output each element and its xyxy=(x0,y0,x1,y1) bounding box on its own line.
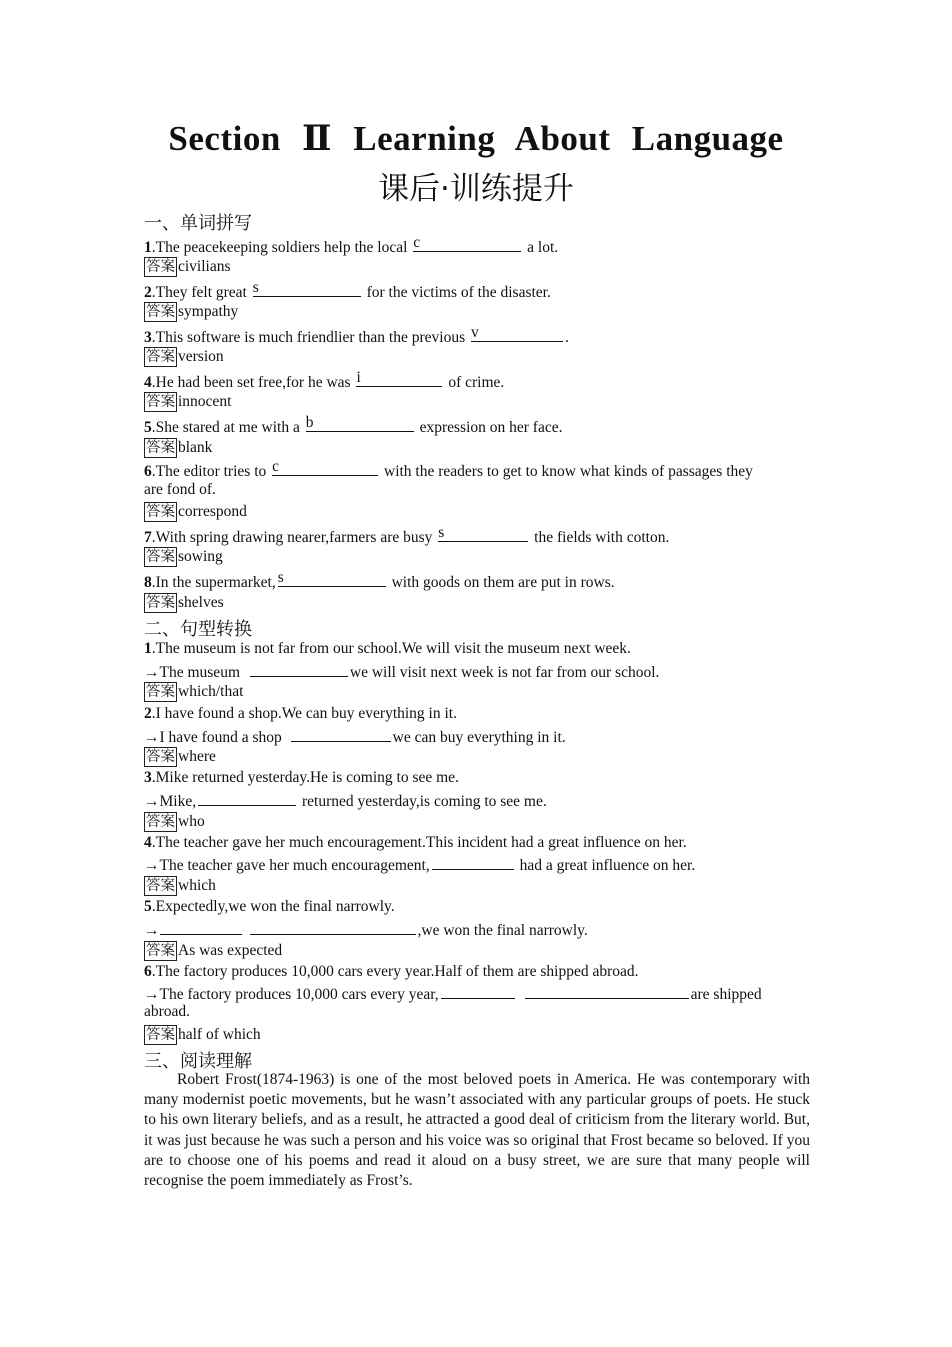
question-text: .The teacher gave her much encouragement.This incident had a great influence on her. xyxy=(151,834,687,851)
rewrite-line xyxy=(144,790,547,811)
answer-text: shelves xyxy=(178,594,224,611)
question-number: 5 xyxy=(144,898,152,915)
rewrite-line xyxy=(144,919,588,940)
blank-hint: c xyxy=(272,458,280,475)
answer-badge: 答案 xyxy=(146,684,175,700)
question-line xyxy=(144,705,457,723)
answer-badge: 答案 xyxy=(146,504,175,520)
blank-hint: i xyxy=(356,369,361,386)
answer-blank[interactable] xyxy=(291,726,391,742)
question-number: 4 xyxy=(144,374,152,391)
question-line xyxy=(144,963,639,981)
rewrite-text: we can buy everything in it. xyxy=(392,729,566,746)
question-text: .The museum is not far from our school.We will visit the museum next week. xyxy=(151,640,631,657)
reading-passage xyxy=(144,1070,810,1191)
answer-text: blank xyxy=(178,439,213,456)
rewrite-text: →I have found a shop xyxy=(144,729,286,746)
question-number: 7 xyxy=(144,529,152,546)
answer-blank[interactable] xyxy=(278,571,386,587)
answer-row xyxy=(144,747,216,767)
question-line xyxy=(144,834,687,852)
question-number: 4 xyxy=(144,834,152,851)
blank-hint: c xyxy=(413,234,421,251)
question-text: . xyxy=(565,329,569,346)
rewrite-line xyxy=(144,983,762,1004)
answer-badge: 答案 xyxy=(146,1027,175,1043)
question-text: .She stared at me with a xyxy=(151,419,304,436)
question-line xyxy=(144,281,551,302)
question-text: .In the supermarket, xyxy=(151,574,276,591)
answer-text: As was expected xyxy=(178,942,283,959)
answer-blank[interactable] xyxy=(250,919,416,935)
rewrite-text: we will visit next week is not far from our school. xyxy=(349,664,660,681)
answer-blank[interactable] xyxy=(471,326,563,342)
answer-row xyxy=(144,502,247,522)
answer-text: sowing xyxy=(178,548,223,565)
answer-badge: 答案 xyxy=(146,259,175,275)
answer-badge: 答案 xyxy=(146,440,175,456)
answer-row xyxy=(144,682,243,702)
answer-row xyxy=(144,347,224,367)
question-text: .With spring drawing nearer,farmers are busy xyxy=(151,529,437,546)
answer-row xyxy=(144,812,205,832)
answer-blank[interactable] xyxy=(198,790,296,806)
page-title: Section Ⅱ Learning About Language xyxy=(168,119,784,158)
question-number: 6 xyxy=(144,463,152,480)
rewrite-line xyxy=(144,726,566,747)
answer-row xyxy=(144,593,224,613)
answer-blank[interactable] xyxy=(250,661,348,677)
answer-blank[interactable] xyxy=(306,416,414,432)
question-number: 6 xyxy=(144,963,152,980)
answer-row xyxy=(144,438,212,458)
blank-hint: b xyxy=(305,414,314,431)
answer-blank[interactable] xyxy=(160,919,242,935)
blank-hint: s xyxy=(252,279,259,296)
rewrite-text: are shipped xyxy=(690,986,762,1003)
answer-badge: 答案 xyxy=(146,814,175,830)
rewrite-line-continued: abroad. xyxy=(144,1003,191,1020)
answer-badge: 答案 xyxy=(146,549,175,565)
answer-badge: 答案 xyxy=(146,878,175,894)
rewrite-text: ,we won the final narrowly. xyxy=(417,922,588,939)
answer-row xyxy=(144,547,223,567)
rewrite-text: →The museum xyxy=(144,664,244,681)
question-text: .This software is much friendlier than the previous xyxy=(151,329,469,346)
question-text: for the victims of the disaster. xyxy=(362,284,551,301)
answer-text: civilians xyxy=(178,258,231,275)
answer-badge: 答案 xyxy=(146,749,175,765)
question-text: .I have found a shop.We can buy everything in it. xyxy=(151,705,457,722)
question-text: .The peacekeeping soldiers help the local xyxy=(151,239,412,256)
answer-text: who xyxy=(178,813,205,830)
answer-blank[interactable] xyxy=(413,236,521,252)
answer-text: innocent xyxy=(178,393,232,410)
answer-text: correspond xyxy=(178,503,247,520)
section-heading-transformation: 二、句型转换 xyxy=(144,619,252,640)
question-line xyxy=(144,326,569,347)
question-line xyxy=(144,640,631,658)
question-number: 3 xyxy=(144,769,152,786)
rewrite-text: →Mike, xyxy=(144,793,197,810)
answer-blank[interactable] xyxy=(441,983,515,999)
answer-badge: 答案 xyxy=(146,394,175,410)
answer-text: where xyxy=(178,748,216,765)
question-line xyxy=(144,371,504,392)
rewrite-text: returned yesterday,is coming to see me. xyxy=(298,793,547,810)
rewrite-text: →The factory produces 10,000 cars every year, xyxy=(144,986,439,1003)
question-text: .Mike returned yesterday.He is coming to see me. xyxy=(151,769,459,786)
question-text: with goods on them are put in rows. xyxy=(387,574,615,591)
question-line xyxy=(144,898,395,916)
question-line xyxy=(144,769,459,787)
question-line xyxy=(144,571,615,592)
question-number: 2 xyxy=(144,705,152,722)
question-number: 2 xyxy=(144,284,152,301)
answer-text: which xyxy=(178,877,216,894)
answer-row xyxy=(144,1025,261,1045)
rewrite-text: →The teacher gave her much encouragement, xyxy=(144,857,430,874)
rewrite-line xyxy=(144,854,695,875)
answer-blank[interactable] xyxy=(432,854,514,870)
answer-badge: 答案 xyxy=(146,304,175,320)
passage-paragraph: Robert Frost(1874-1963) is one of the most beloved poets in America. He was contemporary with many modernist poetic movements, but he wasn’t associated with any particular groups of poets. He stuck to his own literary beliefs, and as a result, he attracted a good deal of criticism from the literary world. But, it was just because he was such a person and his voice was so original that Frost became so beloved. If you are to choose one of his poems and read it aloud on a busy street, we are sure that many people will recognise the poem immediately as Frost’s. xyxy=(144,1071,810,1190)
rewrite-line xyxy=(144,661,659,682)
answer-text: sympathy xyxy=(178,303,239,320)
question-number: 5 xyxy=(144,419,152,436)
page-subtitle: 课后·训练提升 xyxy=(378,171,574,207)
rewrite-text: → xyxy=(144,922,160,939)
question-text: .They felt great xyxy=(151,284,251,301)
answer-row xyxy=(144,392,231,412)
section-heading-spelling: 一、单词拼写 xyxy=(144,213,252,234)
rewrite-text: had a great influence on her. xyxy=(515,857,696,874)
blank-hint: s xyxy=(277,569,284,586)
answer-row xyxy=(144,302,238,322)
answer-row xyxy=(144,876,216,896)
question-text: .He had been set free,for he was xyxy=(151,374,355,391)
question-number: 3 xyxy=(144,329,152,346)
question-text: expression on her face. xyxy=(415,419,563,436)
question-text: .Expectedly,we won the final narrowly. xyxy=(151,898,395,915)
blank-hint: s xyxy=(438,524,445,541)
question-text: a lot. xyxy=(523,239,559,256)
question-text: the fields with cotton. xyxy=(530,529,670,546)
answer-blank[interactable] xyxy=(356,371,442,387)
question-line xyxy=(144,460,753,481)
question-line-continued: are fond of. xyxy=(144,481,216,498)
answer-row xyxy=(144,257,231,277)
answer-badge: 答案 xyxy=(146,943,175,959)
question-text: with the readers to get to know what kinds of passages they xyxy=(380,463,753,480)
question-text: .The editor tries to xyxy=(151,463,271,480)
answer-badge: 答案 xyxy=(146,349,175,365)
answer-text: half of which xyxy=(178,1026,261,1043)
answer-blank[interactable] xyxy=(253,281,361,297)
blank-hint: v xyxy=(471,324,479,341)
question-line xyxy=(144,236,558,257)
question-line xyxy=(144,416,562,437)
answer-row xyxy=(144,941,282,961)
answer-text: which/that xyxy=(178,683,244,700)
answer-badge: 答案 xyxy=(146,595,175,611)
answer-blank[interactable] xyxy=(525,983,689,999)
question-number: 1 xyxy=(144,239,152,256)
question-number: 8 xyxy=(144,574,152,591)
question-text: .The factory produces 10,000 cars every year.Half of them are shipped abroad. xyxy=(151,963,639,980)
question-number: 1 xyxy=(144,640,152,657)
answer-blank[interactable] xyxy=(272,460,378,476)
section-heading-reading: 三、阅读理解 xyxy=(144,1051,252,1072)
question-line xyxy=(144,526,669,547)
question-text: of crime. xyxy=(444,374,505,391)
answer-blank[interactable] xyxy=(438,526,528,542)
answer-text: version xyxy=(178,348,224,365)
